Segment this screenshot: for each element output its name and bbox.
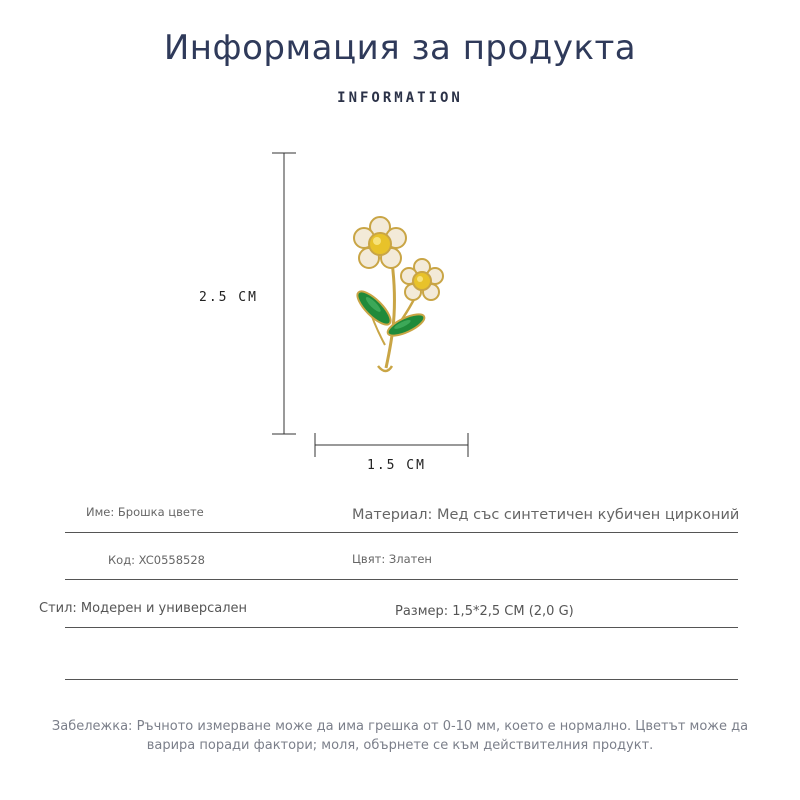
spec-row-divider <box>65 679 738 680</box>
spec-material: Материал: Мед със синтетичен кубичен цирконий <box>352 507 740 523</box>
spec-row-divider <box>65 579 738 580</box>
width-label: 1.5 CM <box>367 458 426 473</box>
spec-size: Размер: 1,5*2,5 CM (2,0 G) <box>395 604 574 619</box>
spec-name: Име: Брошка цвете <box>86 505 204 519</box>
disclaimer-note: Забележка: Ръчното измерване може да има грешка от 0-10 мм, което е нормално. Цветът може да варира поради фактори; моля, обърнете се към действителния продукт. <box>51 719 749 753</box>
spec-row-divider <box>65 532 738 533</box>
spec-color: Цвят: Златен <box>352 552 432 566</box>
flower-brooch-icon <box>353 217 443 371</box>
page-subtitle: INFORMATION <box>337 90 463 106</box>
height-label: 2.5 CM <box>199 290 258 305</box>
spec-row-divider <box>65 627 738 628</box>
spec-style: Стил: Модерен и универсален <box>39 601 248 616</box>
page-title: Информация за продукта <box>163 28 637 68</box>
spec-code: Код: XC0558528 <box>108 553 205 567</box>
